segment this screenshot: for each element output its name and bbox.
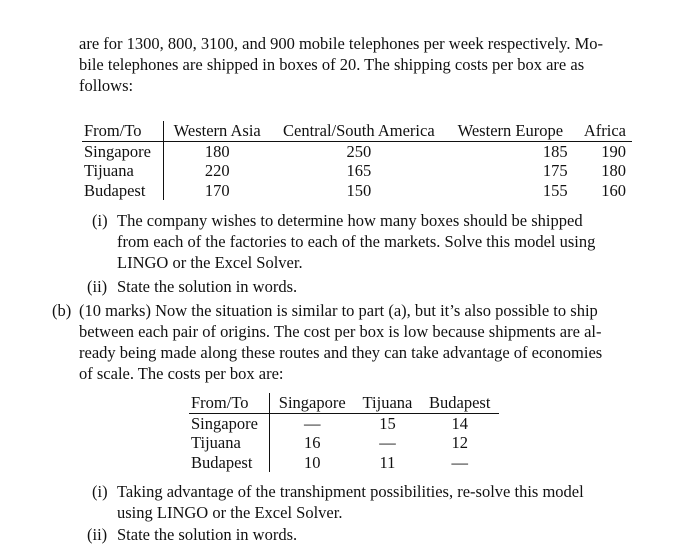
part-b-line: between each pair of origins. The cost per box is low because shipments are al- bbox=[79, 322, 602, 341]
table-cell: 250 bbox=[346, 141, 372, 161]
table-cell: 155 bbox=[542, 180, 568, 200]
table-cell: 14 bbox=[451, 413, 468, 433]
transhipment-cost-table bbox=[189, 393, 499, 472]
item-number: (ii) bbox=[87, 525, 108, 544]
table-header-cell: Western Asia bbox=[163, 121, 270, 141]
table-cell: 11 bbox=[379, 452, 396, 472]
table-row-label: Tijuana bbox=[189, 433, 270, 453]
item-line: Taking advantage of the transhipment possibilities, re-solve this model bbox=[117, 482, 584, 501]
table-header-cell: Africa bbox=[574, 121, 632, 141]
table-header-cell: From/To bbox=[189, 393, 270, 413]
item-line: LINGO or the Excel Solver. bbox=[117, 253, 303, 272]
table-header-cell: Western Europe bbox=[447, 121, 574, 141]
table-header-cell: Budapest bbox=[421, 393, 500, 413]
part-b-line: ready being made along these routes and they can take advantage of economies bbox=[79, 343, 603, 362]
item-line: using LINGO or the Excel Solver. bbox=[117, 503, 343, 522]
table-cell: 150 bbox=[346, 180, 372, 200]
part-b-line: (10 marks) Now the situation is similar to part (a), but it’s also possible to ship bbox=[79, 301, 598, 320]
table-row-label: Budapest bbox=[189, 453, 270, 473]
item-number: (ii) bbox=[87, 277, 108, 296]
table-cell: 12 bbox=[451, 433, 468, 452]
item-line: State the solution in words. bbox=[117, 277, 298, 296]
table-header-row bbox=[189, 393, 499, 413]
table-row bbox=[189, 453, 499, 473]
part-b-line: of scale. The costs per box are: bbox=[79, 364, 284, 383]
table-cell: 160 bbox=[601, 180, 626, 200]
shipping-cost-table bbox=[82, 121, 632, 200]
table-header-cell: Singapore bbox=[270, 393, 355, 413]
table-cell: 185 bbox=[542, 141, 568, 161]
table-cell: 170 bbox=[204, 180, 230, 200]
intro-line-1: are for 1300, 800, 3100, and 900 mobile telephones per week respectively. Mo- bbox=[79, 34, 604, 53]
table-cell: 10 bbox=[304, 452, 321, 472]
table-cell: — bbox=[451, 452, 468, 472]
table-cell: — bbox=[304, 413, 321, 433]
table-header-cell: From/To bbox=[82, 121, 163, 141]
table-cell: 175 bbox=[542, 161, 568, 180]
table-cell: 180 bbox=[601, 161, 626, 180]
table-row bbox=[82, 161, 632, 181]
table-row bbox=[82, 181, 632, 201]
intro-line-3: follows: bbox=[79, 76, 134, 95]
item-line: from each of the factories to each of the markets. Solve this model using bbox=[117, 232, 596, 251]
table-header-row bbox=[82, 121, 632, 141]
table-cell: 16 bbox=[304, 433, 321, 452]
item-line: The company wishes to determine how many boxes should be shipped bbox=[117, 211, 583, 230]
item-number: (i) bbox=[92, 482, 108, 501]
table-cell: 180 bbox=[204, 141, 230, 161]
table-cell: 220 bbox=[204, 161, 230, 180]
table-header-cell: Tijuana bbox=[354, 393, 420, 413]
table-cell: 15 bbox=[379, 413, 396, 433]
table-row bbox=[189, 413, 499, 433]
table-cell: — bbox=[379, 433, 396, 452]
item-line: State the solution in words. bbox=[117, 525, 298, 544]
table-cell: 165 bbox=[346, 161, 372, 180]
table-row-label: Budapest bbox=[82, 181, 163, 201]
item-number: (i) bbox=[92, 211, 108, 230]
table-row-label: Singapore bbox=[189, 413, 270, 433]
table-header-cell: Central/South America bbox=[271, 121, 447, 141]
part-b-number: (b) bbox=[52, 301, 72, 320]
table-cell: 190 bbox=[601, 141, 626, 161]
table-row bbox=[82, 141, 632, 161]
table-row-label: Tijuana bbox=[82, 161, 163, 181]
intro-line-2: bile telephones are shipped in boxes of 20. The shipping costs per box are as bbox=[79, 55, 585, 74]
table-row-label: Singapore bbox=[82, 141, 163, 161]
table-row bbox=[189, 433, 499, 453]
